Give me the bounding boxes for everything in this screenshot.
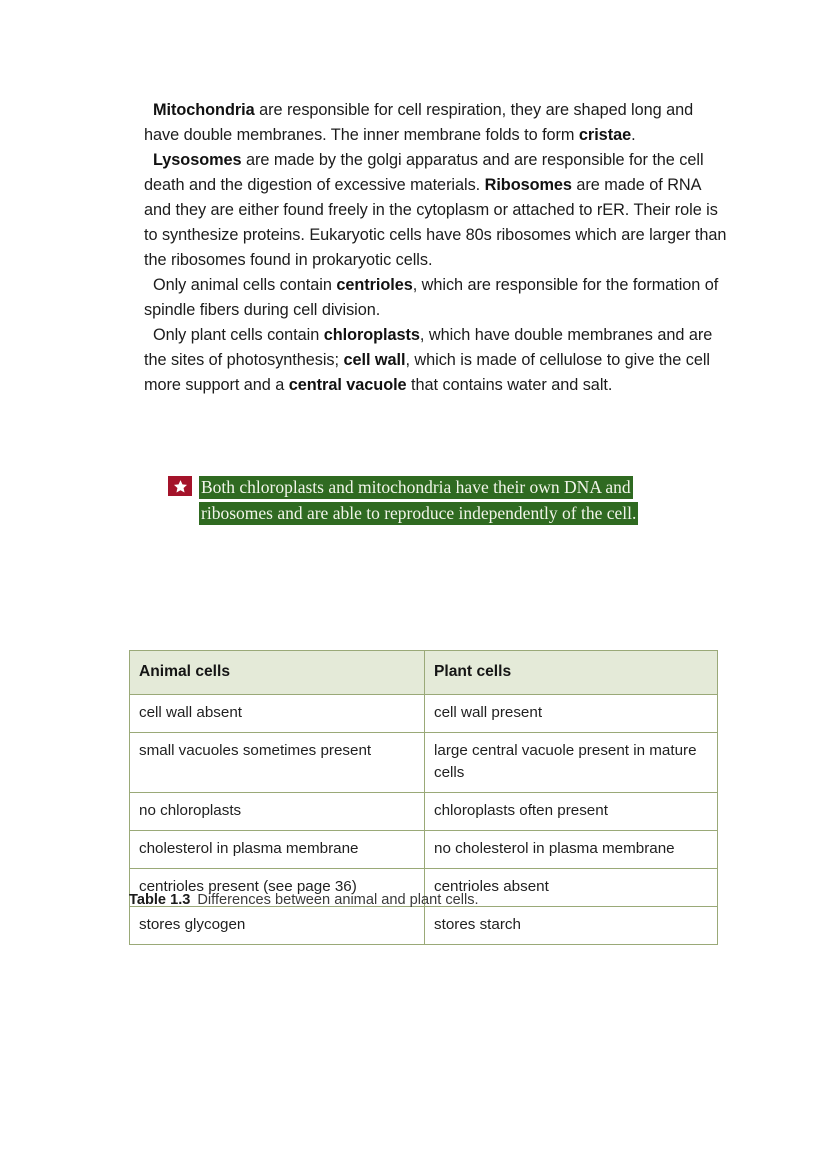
table-cell: stores glycogen (130, 907, 425, 945)
table-caption (129, 890, 479, 910)
bold-term: cristae (578, 126, 632, 144)
paragraph-indent (144, 276, 153, 294)
table-cell: chloroplasts often present (425, 793, 718, 831)
star-icon (168, 476, 192, 496)
column-header-animal-cells: Animal cells (130, 651, 425, 695)
text-run: are responsible for cell respiration, they are shaped long and have double membranes. The inner membrane folds to form (144, 101, 694, 144)
text-run: that contains water and salt. (406, 376, 613, 394)
text-run: are made by the golgi apparatus and are responsible for the cell death and the digestion of excessive materials. (144, 151, 704, 194)
text-run: Only animal cells contain (153, 276, 337, 294)
bold-term: chloroplasts (323, 326, 420, 344)
table-row (130, 831, 718, 869)
callout-text-line-1 (192, 474, 633, 500)
table-row (130, 907, 718, 945)
paragraph-centrioles (144, 273, 730, 323)
paragraph-chloroplasts (144, 323, 730, 398)
bold-term: centrioles (336, 276, 413, 294)
column-header-plant-cells: Plant cells (425, 651, 718, 695)
paragraph-indent (144, 326, 153, 344)
bold-term: Ribosomes (484, 176, 572, 194)
text-run: , which is made of cellulose to give the cell more support and a (144, 351, 711, 394)
table-row (130, 695, 718, 733)
callout-highlight-2: ribosomes and are able to reproduce independently of the cell. (201, 503, 637, 523)
callout-text-line-2 (199, 500, 730, 526)
table-cell: cell wall absent (130, 695, 425, 733)
bold-term: Lysosomes (153, 151, 242, 169)
bold-term: cell wall (343, 351, 406, 369)
table-row (130, 733, 718, 793)
callout-first-line (168, 474, 730, 500)
table-cell: small vacuoles sometimes present (130, 733, 425, 793)
table-header-row (130, 651, 718, 695)
text-run: , which have double membranes and are the sites of photosynthesis; (144, 326, 713, 369)
text-run: . (631, 126, 636, 144)
table-cell: cholesterol in plasma membrane (130, 831, 425, 869)
paragraph-indent (144, 151, 153, 169)
table-cell: centrioles absent (425, 869, 718, 907)
paragraph-mitochondria (144, 98, 730, 148)
caption-text: Differences between animal and plant cells. (197, 892, 479, 908)
table-cell: stores starch (425, 907, 718, 945)
table-cell: cell wall present (425, 695, 718, 733)
callout-highlight-1: Both chloroplasts and mitochondria have their own DNA and (201, 477, 631, 497)
text-run: Only plant cells contain (153, 326, 324, 344)
table-header (130, 651, 718, 695)
table-cell: no chloroplasts (130, 793, 425, 831)
bold-term: central vacuole (288, 376, 407, 394)
caption-label: Table 1.3 (129, 892, 191, 908)
paragraph-indent (144, 101, 153, 119)
paragraph-lysosomes-ribosomes (144, 148, 730, 273)
table-row (130, 793, 718, 831)
table-cell: no cholesterol in plasma membrane (425, 831, 718, 869)
body-text-block (144, 98, 730, 398)
table-cell: centrioles present (see page 36) (130, 869, 425, 907)
key-fact-callout (168, 474, 730, 526)
table-cell: large central vacuole present in mature cells (425, 733, 718, 793)
bold-term: Mitochondria (153, 101, 255, 119)
text-run: are made of RNA and they are either found freely in the cytoplasm or attached to rER. Their role is to synthesize proteins. Eukaryotic cells have 80s ribosomes which are larger than the ribosomes found in prokaryotic cells. (144, 176, 727, 269)
text-run: , which are responsible for the formation of spindle fibers during cell division. (144, 276, 719, 319)
callout-second-line (199, 500, 730, 526)
